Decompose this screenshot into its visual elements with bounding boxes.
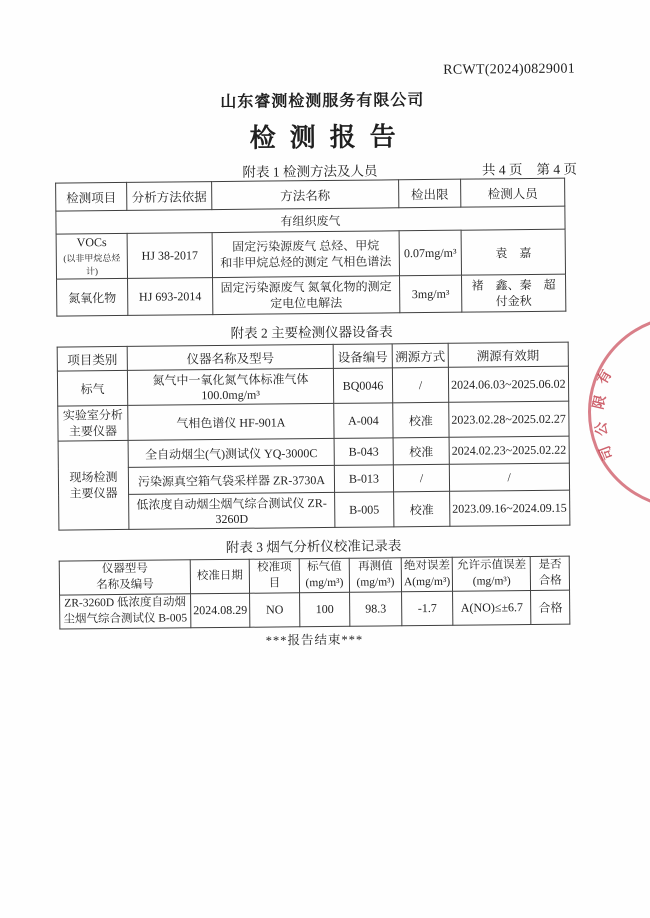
methods-personnel-table [55,178,566,317]
th-qualified: 是否 合格 [530,557,569,591]
cell-device-no: B-013 [334,465,393,493]
seal-char: 限 [589,393,609,411]
cell-category: 标气 [57,370,127,406]
cell-instrument-model: ZR-3260D 低浓度自动烟 尘烟气综合测试仪 B-005 [60,594,191,629]
cell-limit: 3mg/m³ [400,275,462,313]
cell-allowed-error: A(NO)≤±6.7 [453,591,531,626]
cell-trace: / [393,465,449,493]
cell-trace: 校准 [393,402,449,438]
cell-item [56,233,127,279]
cell-device-no: A-004 [334,403,393,439]
th-method-basis: 分析方法依据 [127,182,212,211]
cell-device-no: B-043 [334,438,393,466]
cell-validity: 2024.06.03~2025.06.02 [448,366,568,402]
th-standard-gas-value: 标气值 (mg/m³) [299,559,349,594]
th-trace-method: 溯源方式 [392,343,448,368]
th-calibration-date: 校准日期 [190,560,249,595]
cell-limit: 0.07mg/m³ [399,230,461,276]
th-absolute-error: 绝对误差 A(mg/m³) [401,558,453,593]
th-trace-validity: 溯源有效期 [448,342,568,367]
th-category: 项目类别 [57,346,127,371]
page-indicator [468,158,577,179]
table-row [57,366,568,406]
calibration-table [59,556,571,630]
cell-basis: HJ 693-2014 [128,278,213,316]
cell-validity: 2024.02.23~2025.02.22 [449,437,569,465]
cell-trace: / [392,367,448,403]
cell-method: 固定污染源废气 总烃、甲烷 和非甲烷总烃的测定 气相色谱法 [212,231,399,278]
cell-instrument: 污染源真空箱气袋采样器 ZR-3730A [128,466,334,495]
seal-char: 有 [593,366,615,388]
cell-basis: HJ 38-2017 [127,233,212,279]
report-number: RCWT(2024)0829001 [443,61,576,78]
cell-category: 现场检测 主要仪器 [58,441,129,531]
page-current: 第 4 页 [536,161,578,177]
cell-personnel: 袁 嘉 [461,229,565,275]
cell-validity: 2023.09.16~2024.09.15 [450,491,570,527]
report-title: 检测报告 [249,122,410,153]
seal-char: 公 [592,421,610,437]
item-vocs: VOCs [76,235,107,250]
table-row [57,274,566,316]
cell-item: NO [250,593,300,628]
cell-instrument: 低浓度自动烟尘烟气综合测试仪 ZR-3260D [129,493,335,530]
th-allowed-error: 允许示值误差 (mg/m³) [452,557,530,592]
cell-category: 实验室分析 主要仪器 [58,405,128,441]
instruments-table [57,342,570,531]
cell-retest-value: 98.3 [350,592,402,627]
cell-item: 氮氧化物 [57,278,128,316]
cell-trace: 校准 [393,438,449,466]
table-row [56,229,565,279]
cell-device-no: BQ0046 [333,368,392,404]
table3-header-row [59,557,570,596]
th-personnel: 检测人员 [461,178,565,207]
cell-qualified: 合格 [531,591,570,625]
table3-caption: 附表 3 烟气分析仪校准记录表 [225,538,402,556]
cell-method: 固定污染源废气 氮氧化物的测定 定电位电解法 [213,276,400,315]
table-row [59,491,570,531]
cell-device-no: B-005 [335,492,394,528]
pages-total: 共 4 页 [481,162,523,178]
cell-standard-value: 100 [300,593,350,628]
company-name: 山东睿测检测服务有限公司 [220,92,425,111]
th-instrument: 仪器名称及型号 [127,344,333,370]
th-calibration-item: 校准项目 [249,559,299,594]
cell-instrument: 全自动烟尘(气)测试仪 YQ-3000C [128,439,334,468]
cell-trace: 校准 [394,492,450,528]
th-test-item: 检测项目 [56,182,127,211]
section-organized-exhaust: 有组织废气 [56,206,565,234]
report-end-note: ***报告结束*** [265,633,364,649]
seal-char: 司 [596,443,616,463]
table-row [58,401,569,441]
table-row [60,591,571,630]
th-device-no: 设备编号 [333,344,392,369]
cell-instrument: 气相色谱仪 HF-901A [128,403,334,440]
table2-caption: 附表 2 主要检测仪器设备表 [230,324,393,341]
th-retest-value: 再测值 (mg/m³) [349,558,401,593]
cell-abs-error: -1.7 [402,592,454,627]
cell-validity: / [449,464,569,492]
cell-personnel: 褚 鑫、秦 超 付金秋 [462,274,566,312]
cell-validity: 2023.02.28~2025.02.27 [449,401,569,438]
th-detection-limit: 检出限 [399,179,461,208]
th-instrument-model: 仪器型号 名称及编号 [59,560,190,595]
cell-date: 2024.08.29 [191,594,250,629]
cell-instrument: 氮气中一氧化氮气体标准气体 100.0mg/m³ [127,368,333,405]
table1-caption: 附表 1 检测方法及人员 [242,163,378,180]
table1-caption-row [55,158,578,181]
item-vocs-note: (以非甲烷总烃计) [63,252,121,277]
th-method-name: 方法名称 [212,180,399,210]
